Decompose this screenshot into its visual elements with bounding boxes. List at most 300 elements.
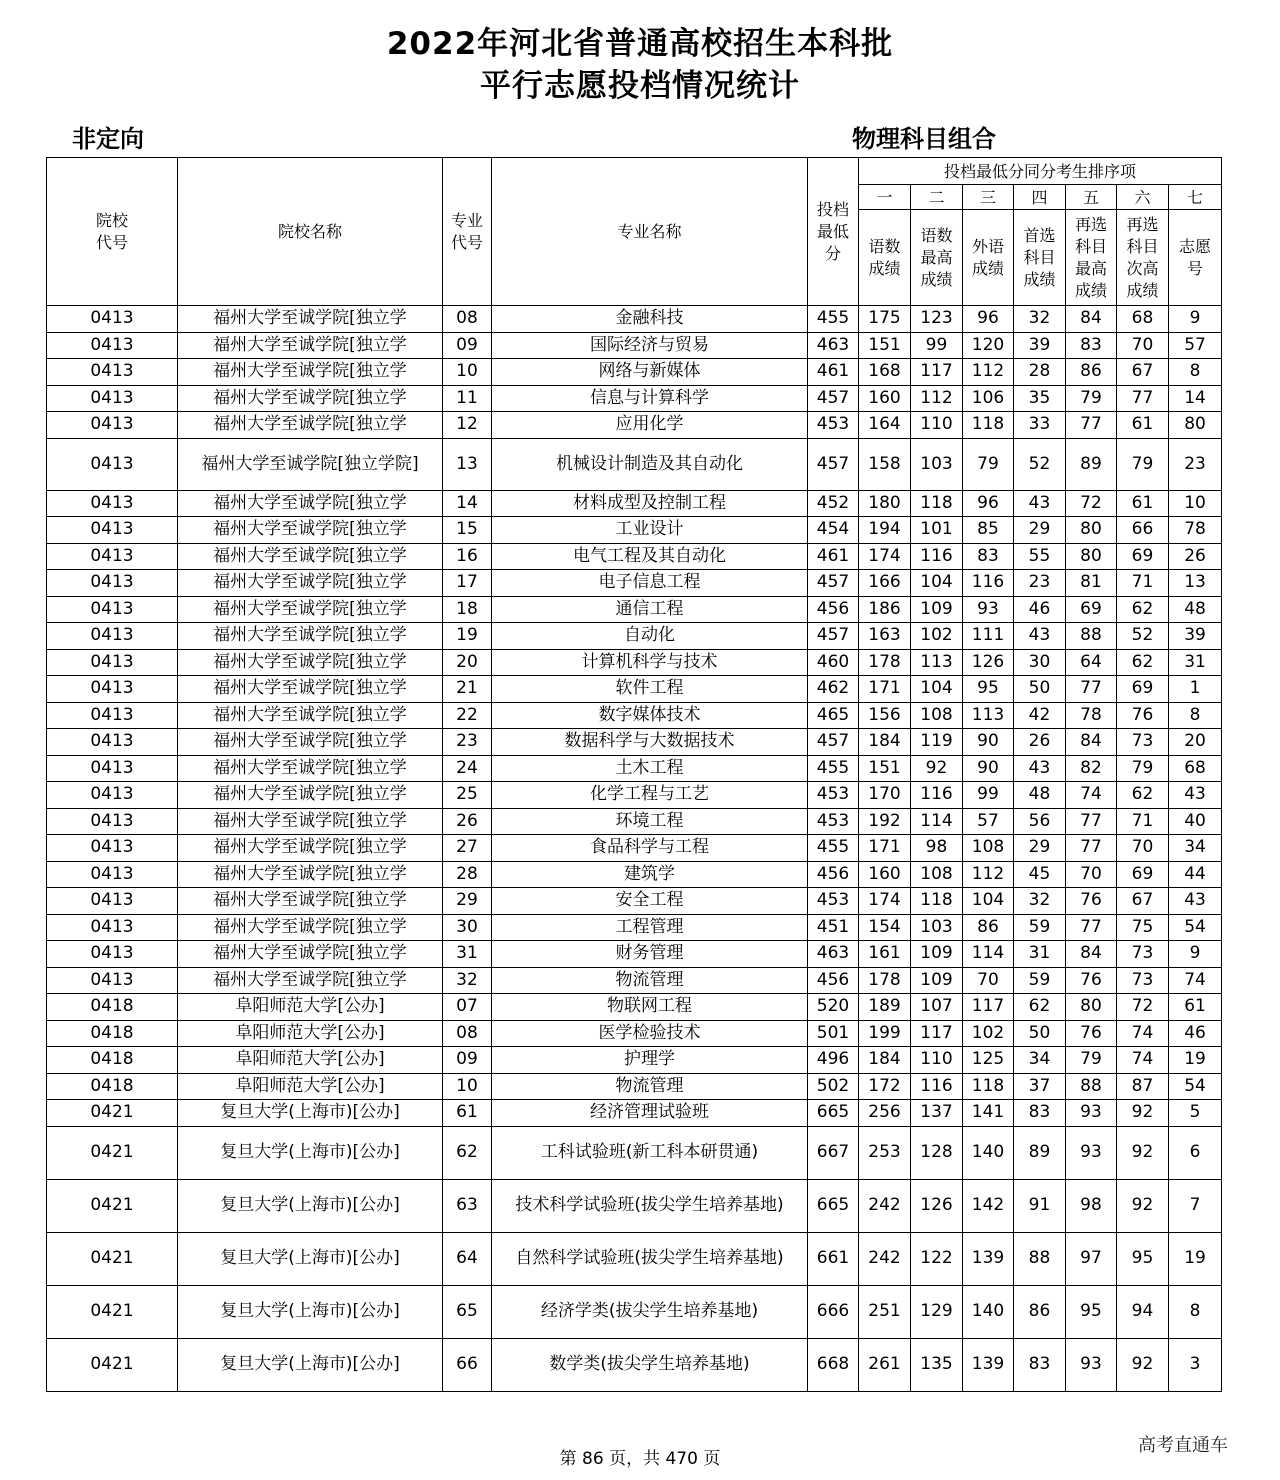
rank-4-cell: 33 [1014,412,1066,439]
rank-3-cell: 104 [963,888,1014,915]
rank-6-cell: 62 [1117,782,1169,809]
rank-6-cell: 69 [1117,861,1169,888]
table-row [47,967,1222,994]
rank-7-cell: 7 [1169,1179,1222,1232]
school-name-cell: 福州大学至诚学院[独立学 [178,649,443,676]
rank-7-cell: 8 [1169,359,1222,386]
rank-6-cell: 95 [1117,1232,1169,1285]
header-min-score: 投档最低分 [808,158,859,306]
table-row [47,359,1222,386]
page-subtitle: 平行志愿投档情况统计 [480,68,800,104]
min-score-cell: 668 [808,1338,859,1391]
rank-3-cell: 99 [963,782,1014,809]
school-name-cell: 福州大学至诚学院[独立学 [178,543,443,570]
major-code-cell: 08 [443,306,492,333]
rank-7-cell: 78 [1169,517,1222,544]
major-name-cell: 自动化 [492,623,808,650]
table-row [47,861,1222,888]
rank-5-cell: 79 [1066,385,1117,412]
rank-2-cell: 123 [911,306,963,333]
rank-4-cell: 43 [1014,490,1066,517]
rank-4-cell: 32 [1014,306,1066,333]
table-row [47,570,1222,597]
table-row [47,490,1222,517]
rank-1-cell: 168 [859,359,911,386]
min-score-cell: 463 [808,332,859,359]
rank-5-cell: 80 [1066,517,1117,544]
page-title: 2022年河北省普通高校招生本科批 [386,26,894,62]
rank-4-cell: 39 [1014,332,1066,359]
major-name-cell: 金融科技 [492,306,808,333]
major-code-cell: 26 [443,808,492,835]
rank-4-cell: 50 [1014,1020,1066,1047]
school-name-cell: 福州大学至诚学院[独立学 [178,412,443,439]
rank-1-cell: 199 [859,1020,911,1047]
table-row [47,517,1222,544]
min-score-cell: 666 [808,1285,859,1338]
min-score-cell: 457 [808,438,859,490]
rank-2-cell: 110 [911,412,963,439]
rank-3-cell: 112 [963,861,1014,888]
major-name-cell: 计算机科学与技术 [492,649,808,676]
table-row [47,1020,1222,1047]
major-name-cell: 工程管理 [492,914,808,941]
school-name-cell: 福州大学至诚学院[独立学 [178,702,443,729]
rank-5-cell: 64 [1066,649,1117,676]
table-row [47,835,1222,862]
header-rank-item-2: 语数最高成绩 [911,210,963,306]
rank-7-cell: 57 [1169,332,1222,359]
rank-4-cell: 50 [1014,676,1066,703]
major-code-cell: 65 [443,1285,492,1338]
rank-7-cell: 6 [1169,1126,1222,1179]
rank-2-cell: 116 [911,1073,963,1100]
school-name-cell: 福州大学至诚学院[独立学 [178,755,443,782]
rank-1-cell: 174 [859,543,911,570]
rank-3-cell: 120 [963,332,1014,359]
rank-3-cell: 116 [963,570,1014,597]
rank-2-cell: 108 [911,861,963,888]
table-row [47,385,1222,412]
rank-3-cell: 70 [963,967,1014,994]
major-code-cell: 14 [443,490,492,517]
page-number: 第 86 页，共 470 页 [559,1449,721,1469]
rank-3-cell: 117 [963,994,1014,1021]
header-rank-item-4: 首选科目成绩 [1014,210,1066,306]
school-name-cell: 福州大学至诚学院[独立学 [178,306,443,333]
rank-1-cell: 178 [859,967,911,994]
min-score-cell: 461 [808,543,859,570]
major-name-cell: 应用化学 [492,412,808,439]
rank-4-cell: 29 [1014,517,1066,544]
rank-5-cell: 76 [1066,967,1117,994]
major-name-cell: 材料成型及控制工程 [492,490,808,517]
rank-4-cell: 83 [1014,1100,1066,1127]
school-code-cell: 0413 [47,490,178,517]
min-score-cell: 456 [808,861,859,888]
table-row [47,808,1222,835]
school-name-cell: 福州大学至诚学院[独立学 [178,359,443,386]
school-code-cell: 0413 [47,835,178,862]
table-row [47,412,1222,439]
rank-6-cell: 71 [1117,808,1169,835]
rank-5-cell: 84 [1066,306,1117,333]
rank-3-cell: 118 [963,1073,1014,1100]
rank-5-cell: 74 [1066,782,1117,809]
rank-1-cell: 242 [859,1232,911,1285]
school-name-cell: 复旦大学(上海市)[公办] [178,1338,443,1391]
rank-5-cell: 77 [1066,676,1117,703]
rank-1-cell: 192 [859,808,911,835]
school-code-cell: 0418 [47,1020,178,1047]
rank-5-cell: 76 [1066,1020,1117,1047]
major-code-cell: 23 [443,729,492,756]
header-rank-group: 投档最低分同分考生排序项 [859,158,1222,185]
school-name-cell: 福州大学至诚学院[独立学 [178,967,443,994]
rank-6-cell: 79 [1117,755,1169,782]
table-row [47,1338,1222,1391]
rank-5-cell: 83 [1066,332,1117,359]
rank-4-cell: 45 [1014,861,1066,888]
rank-4-cell: 88 [1014,1232,1066,1285]
rank-7-cell: 54 [1169,914,1222,941]
rank-3-cell: 139 [963,1232,1014,1285]
rank-1-cell: 161 [859,941,911,968]
min-score-cell: 451 [808,914,859,941]
rank-7-cell: 43 [1169,782,1222,809]
rank-3-cell: 140 [963,1285,1014,1338]
table-row [47,914,1222,941]
min-score-cell: 454 [808,517,859,544]
rank-6-cell: 52 [1117,623,1169,650]
rank-4-cell: 91 [1014,1179,1066,1232]
rank-4-cell: 59 [1014,967,1066,994]
major-name-cell: 机械设计制造及其自动化 [492,438,808,490]
table-row [47,438,1222,490]
rank-3-cell: 95 [963,676,1014,703]
rank-3-cell: 57 [963,808,1014,835]
rank-7-cell: 43 [1169,888,1222,915]
rank-5-cell: 81 [1066,570,1117,597]
rank-3-cell: 112 [963,359,1014,386]
rank-6-cell: 66 [1117,517,1169,544]
major-name-cell: 工业设计 [492,517,808,544]
rank-1-cell: 172 [859,1073,911,1100]
rank-6-cell: 73 [1117,941,1169,968]
rank-7-cell: 31 [1169,649,1222,676]
school-name-cell: 阜阳师范大学[公办] [178,1020,443,1047]
rank-2-cell: 118 [911,888,963,915]
school-name-cell: 福州大学至诚学院[独立学 [178,570,443,597]
major-name-cell: 数据科学与大数据技术 [492,729,808,756]
major-name-cell: 自然科学试验班(拔尖学生培养基地) [492,1232,808,1285]
major-code-cell: 20 [443,649,492,676]
rank-7-cell: 39 [1169,623,1222,650]
major-name-cell: 通信工程 [492,596,808,623]
rank-2-cell: 99 [911,332,963,359]
table-row [47,623,1222,650]
major-code-cell: 18 [443,596,492,623]
table-row [47,729,1222,756]
rank-7-cell: 61 [1169,994,1222,1021]
rank-6-cell: 69 [1117,543,1169,570]
category-label: 非定向 [72,125,144,153]
min-score-cell: 520 [808,994,859,1021]
rank-4-cell: 31 [1014,941,1066,968]
rank-2-cell: 135 [911,1338,963,1391]
major-name-cell: 安全工程 [492,888,808,915]
rank-4-cell: 89 [1014,1126,1066,1179]
rank-4-cell: 29 [1014,835,1066,862]
major-code-cell: 09 [443,332,492,359]
major-code-cell: 08 [443,1020,492,1047]
school-code-cell: 0421 [47,1100,178,1127]
header-rank-item-3: 外语成绩 [963,210,1014,306]
major-name-cell: 技术科学试验班(拔尖学生培养基地) [492,1179,808,1232]
rank-7-cell: 14 [1169,385,1222,412]
rank-1-cell: 158 [859,438,911,490]
major-code-cell: 12 [443,412,492,439]
rank-3-cell: 90 [963,729,1014,756]
school-name-cell: 福州大学至诚学院[独立学 [178,490,443,517]
school-name-cell: 福州大学至诚学院[独立学 [178,676,443,703]
table-row [47,1179,1222,1232]
rank-5-cell: 88 [1066,623,1117,650]
min-score-cell: 496 [808,1047,859,1074]
school-name-cell: 福州大学至诚学院[独立学 [178,596,443,623]
rank-7-cell: 8 [1169,702,1222,729]
rank-6-cell: 77 [1117,385,1169,412]
header-major-name: 专业名称 [492,158,808,306]
rank-2-cell: 114 [911,808,963,835]
rank-7-cell: 9 [1169,941,1222,968]
rank-2-cell: 112 [911,385,963,412]
school-code-cell: 0413 [47,888,178,915]
school-name-cell: 福州大学至诚学院[独立学 [178,517,443,544]
rank-5-cell: 86 [1066,359,1117,386]
rank-4-cell: 46 [1014,596,1066,623]
table-row [47,755,1222,782]
rank-3-cell: 93 [963,596,1014,623]
rank-4-cell: 86 [1014,1285,1066,1338]
rank-7-cell: 13 [1169,570,1222,597]
school-code-cell: 0413 [47,623,178,650]
major-code-cell: 09 [443,1047,492,1074]
table-row [47,994,1222,1021]
rank-4-cell: 35 [1014,385,1066,412]
school-code-cell: 0413 [47,755,178,782]
school-name-cell: 福州大学至诚学院[独立学 [178,835,443,862]
school-code-cell: 0421 [47,1338,178,1391]
rank-1-cell: 171 [859,835,911,862]
rank-3-cell: 111 [963,623,1014,650]
rank-6-cell: 71 [1117,570,1169,597]
rank-7-cell: 80 [1169,412,1222,439]
rank-6-cell: 68 [1117,306,1169,333]
major-code-cell: 64 [443,1232,492,1285]
school-name-cell: 福州大学至诚学院[独立学 [178,861,443,888]
min-score-cell: 665 [808,1179,859,1232]
major-code-cell: 24 [443,755,492,782]
rank-5-cell: 97 [1066,1232,1117,1285]
school-name-cell: 福州大学至诚学院[独立学 [178,808,443,835]
rank-6-cell: 92 [1117,1126,1169,1179]
rank-5-cell: 89 [1066,438,1117,490]
table-row [47,1285,1222,1338]
major-code-cell: 28 [443,861,492,888]
rank-4-cell: 62 [1014,994,1066,1021]
rank-6-cell: 72 [1117,994,1169,1021]
major-name-cell: 经济学类(拔尖学生培养基地) [492,1285,808,1338]
header-rank-item-7: 志愿号 [1169,210,1222,306]
table-row [47,702,1222,729]
rank-7-cell: 40 [1169,808,1222,835]
school-code-cell: 0413 [47,412,178,439]
school-code-cell: 0413 [47,649,178,676]
rank-3-cell: 142 [963,1179,1014,1232]
school-code-cell: 0413 [47,517,178,544]
major-code-cell: 07 [443,994,492,1021]
rank-6-cell: 87 [1117,1073,1169,1100]
rank-4-cell: 55 [1014,543,1066,570]
school-code-cell: 0413 [47,861,178,888]
rank-2-cell: 101 [911,517,963,544]
major-code-cell: 21 [443,676,492,703]
header-school-code: 院校代号 [47,158,178,306]
major-code-cell: 32 [443,967,492,994]
rank-2-cell: 104 [911,676,963,703]
rank-2-cell: 118 [911,490,963,517]
major-name-cell: 信息与计算科学 [492,385,808,412]
min-score-cell: 501 [808,1020,859,1047]
rank-5-cell: 77 [1066,914,1117,941]
header-ord-7: 七 [1169,185,1222,210]
rank-7-cell: 74 [1169,967,1222,994]
rank-6-cell: 70 [1117,835,1169,862]
school-name-cell: 福州大学至诚学院[独立学 [178,914,443,941]
rank-6-cell: 61 [1117,490,1169,517]
school-code-cell: 0413 [47,914,178,941]
rank-6-cell: 62 [1117,649,1169,676]
rank-2-cell: 102 [911,623,963,650]
major-name-cell: 土木工程 [492,755,808,782]
header-ord-5: 五 [1066,185,1117,210]
school-name-cell: 福州大学至诚学院[独立学 [178,385,443,412]
major-code-cell: 31 [443,941,492,968]
table-row [47,676,1222,703]
school-name-cell: 福州大学至诚学院[独立学 [178,332,443,359]
rank-1-cell: 180 [859,490,911,517]
rank-2-cell: 109 [911,941,963,968]
rank-1-cell: 160 [859,861,911,888]
min-score-cell: 661 [808,1232,859,1285]
rank-7-cell: 19 [1169,1047,1222,1074]
school-name-cell: 阜阳师范大学[公办] [178,1073,443,1100]
rank-5-cell: 69 [1066,596,1117,623]
school-code-cell: 0421 [47,1232,178,1285]
min-score-cell: 455 [808,755,859,782]
major-name-cell: 国际经济与贸易 [492,332,808,359]
header-major-code: 专业代号 [443,158,492,306]
min-score-cell: 456 [808,596,859,623]
rank-2-cell: 109 [911,596,963,623]
rank-1-cell: 189 [859,994,911,1021]
rank-4-cell: 32 [1014,888,1066,915]
rank-1-cell: 171 [859,676,911,703]
rank-1-cell: 151 [859,755,911,782]
major-code-cell: 10 [443,1073,492,1100]
rank-5-cell: 78 [1066,702,1117,729]
header-ord-6: 六 [1117,185,1169,210]
rank-7-cell: 26 [1169,543,1222,570]
rank-2-cell: 117 [911,1020,963,1047]
min-score-cell: 463 [808,941,859,968]
school-code-cell: 0418 [47,1047,178,1074]
major-code-cell: 19 [443,623,492,650]
rank-3-cell: 125 [963,1047,1014,1074]
min-score-cell: 465 [808,702,859,729]
rank-4-cell: 48 [1014,782,1066,809]
subject-combination-label: 物理科目组合 [852,125,996,153]
rank-6-cell: 74 [1117,1020,1169,1047]
rank-7-cell: 44 [1169,861,1222,888]
table-row [47,1047,1222,1074]
rank-7-cell: 34 [1169,835,1222,862]
rank-6-cell: 92 [1117,1338,1169,1391]
school-code-cell: 0413 [47,676,178,703]
rank-6-cell: 92 [1117,1179,1169,1232]
school-code-cell: 0413 [47,570,178,597]
admission-table [46,157,1222,1392]
major-code-cell: 63 [443,1179,492,1232]
rank-7-cell: 68 [1169,755,1222,782]
school-name-cell: 福州大学至诚学院[独立学 [178,729,443,756]
school-code-cell: 0421 [47,1126,178,1179]
school-code-cell: 0413 [47,782,178,809]
rank-1-cell: 151 [859,332,911,359]
rank-2-cell: 117 [911,359,963,386]
major-name-cell: 环境工程 [492,808,808,835]
school-name-cell: 福州大学至诚学院[独立学 [178,941,443,968]
min-score-cell: 457 [808,729,859,756]
rank-4-cell: 34 [1014,1047,1066,1074]
watermark: 高考直通车 [1138,1435,1228,1456]
school-code-cell: 0413 [47,359,178,386]
rank-6-cell: 61 [1117,412,1169,439]
major-code-cell: 66 [443,1338,492,1391]
major-name-cell: 建筑学 [492,861,808,888]
rank-6-cell: 94 [1117,1285,1169,1338]
rank-2-cell: 104 [911,570,963,597]
rank-4-cell: 43 [1014,623,1066,650]
min-score-cell: 460 [808,649,859,676]
rank-4-cell: 59 [1014,914,1066,941]
min-score-cell: 453 [808,782,859,809]
rank-3-cell: 96 [963,306,1014,333]
rank-1-cell: 261 [859,1338,911,1391]
school-name-cell: 福州大学至诚学院[独立学 [178,888,443,915]
rank-7-cell: 46 [1169,1020,1222,1047]
min-score-cell: 455 [808,835,859,862]
rank-3-cell: 102 [963,1020,1014,1047]
header-ord-2: 二 [911,185,963,210]
rank-3-cell: 79 [963,438,1014,490]
rank-5-cell: 84 [1066,729,1117,756]
major-name-cell: 电气工程及其自动化 [492,543,808,570]
table-row [47,543,1222,570]
rank-1-cell: 242 [859,1179,911,1232]
school-name-cell: 复旦大学(上海市)[公办] [178,1100,443,1127]
